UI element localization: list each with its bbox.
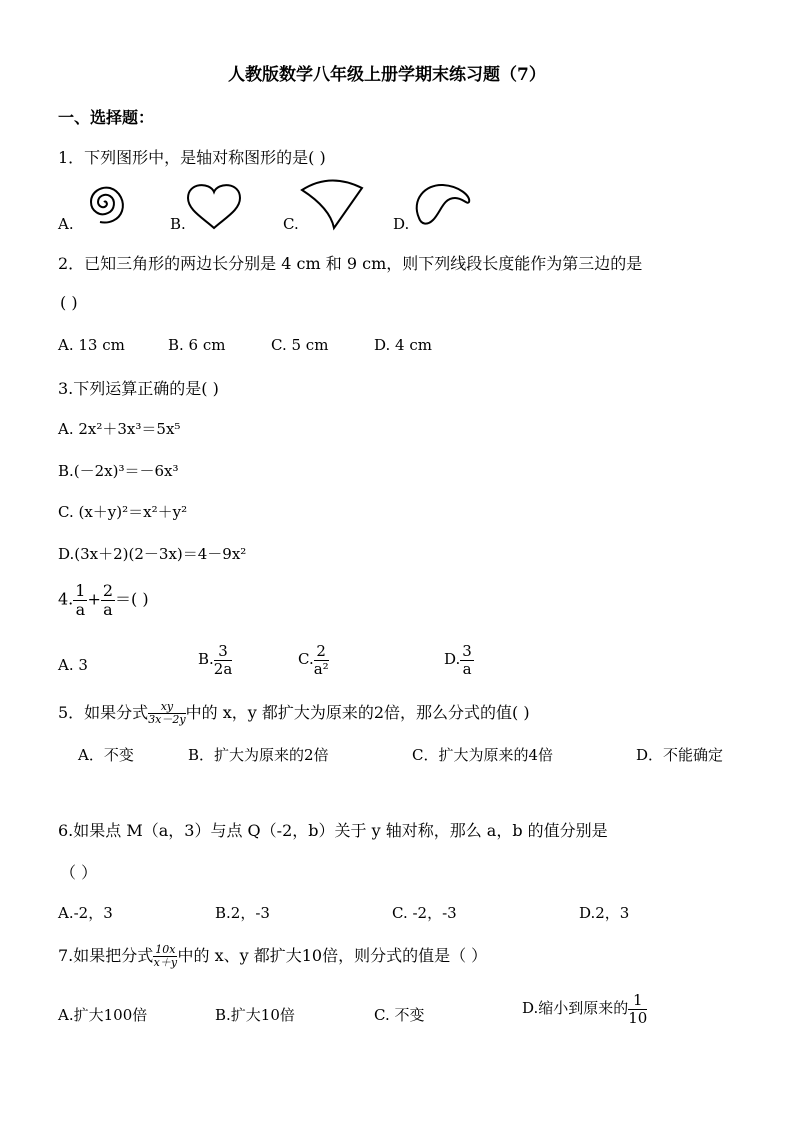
question-2-option-c: C. 5 cm (271, 336, 329, 354)
question-1-option-a: A. (58, 215, 74, 233)
question-5-option-b: B．扩大为原来的2倍 (188, 746, 329, 764)
question-4-fraction-2 (101, 582, 115, 618)
question-4-option-a: A. 3 (58, 656, 88, 674)
question-5-option-c: C．扩大为原来的4倍 (412, 746, 554, 764)
question-5-option-d: D．不能确定 (636, 746, 724, 764)
question-5-fraction (148, 701, 185, 726)
option-fraction (314, 643, 329, 677)
fraction-denominator: 2a (213, 659, 233, 678)
question-2-paren: ( ) (60, 293, 78, 312)
question-4-option-b (198, 643, 232, 677)
question-6-paren: （ ） (60, 863, 98, 882)
question-7-stem (58, 943, 487, 969)
fraction-numerator: 10x (155, 942, 176, 956)
question-5-post: 中的 x，y 都扩大为原来的2倍，那么分式的值( ) (185, 703, 530, 722)
fraction-denominator: a (103, 599, 113, 619)
page-title: 人教版数学八年级上册学期末练习题（7） (228, 65, 546, 85)
question-3-option-b: B.(－2x)³＝－6x³ (58, 462, 179, 480)
option-label: C. (298, 650, 314, 668)
question-5-pre: 5．如果分式 (58, 703, 149, 722)
fraction-denominator: a² (313, 659, 329, 678)
question-3-option-d: D.(3x＋2)(2－3x)＝4－9x² (58, 545, 247, 563)
question-7-option-b: B.扩大10倍 (215, 1006, 295, 1024)
question-6-option-b: B.2，-3 (215, 904, 270, 922)
fraction-numerator: xy (148, 701, 185, 714)
section-heading: 一、选择题： (58, 108, 155, 127)
fraction-denominator: 3x－2y (148, 713, 186, 726)
question-5-stem (58, 700, 530, 726)
fraction-numerator: 1 (75, 581, 86, 600)
fraction-denominator: x＋y (153, 956, 178, 969)
question-5-option-a: A．不变 (78, 746, 134, 764)
question-2-stem: 2．已知三角形的两边长分别是 4 cm 和 9 cm，则下列线段长度能作为第三边的是 (58, 254, 643, 273)
option-fraction (460, 643, 474, 677)
fraction-numerator: 2 (102, 581, 114, 600)
question-1-option-d: D. (393, 215, 410, 233)
fraction-numerator: 2 (314, 643, 329, 661)
option-label: D.缩小到原来的 (522, 999, 629, 1017)
question-2-option-a: A. 13 cm (58, 336, 125, 354)
question-1-stem: 1．下列图形中，是轴对称图形的是( ) (58, 148, 326, 167)
question-4-label: 4. (58, 589, 74, 609)
option-fraction (214, 643, 233, 677)
question-3-stem: 3.下列运算正确的是( ) (58, 379, 219, 398)
question-6-stem: 6.如果点 M（a，3）与点 Q（-2，b）关于 y 轴对称，那么 a，b 的值分别是 (58, 821, 608, 840)
question-7-option-d (522, 992, 647, 1026)
question-4-tail: ＝( ) (115, 589, 149, 609)
heart-icon (185, 180, 243, 230)
option-label: D. (444, 650, 461, 668)
fraction-numerator: 3 (462, 642, 472, 660)
wave-icon (413, 182, 473, 228)
fan-icon (300, 178, 364, 230)
fraction-denominator: 10 (628, 1008, 648, 1027)
question-6-option-c: C. -2，-3 (392, 904, 457, 922)
fraction-denominator: a (75, 599, 86, 619)
spiral-icon (80, 180, 126, 226)
question-4-option-c (298, 643, 329, 677)
fraction-numerator: 1 (628, 992, 647, 1010)
question-6-option-d: D.2，3 (579, 904, 630, 922)
question-7-fraction (153, 944, 177, 969)
question-4-expression (58, 582, 149, 618)
question-3-option-c: C. (x＋y)²＝x²＋y² (58, 503, 188, 521)
question-1-option-b: B. (170, 215, 186, 233)
fraction-denominator: a (462, 659, 472, 678)
fraction-numerator: 3 (214, 643, 233, 661)
question-4-option-d (444, 643, 474, 677)
question-7-pre: 7.如果把分式 (58, 946, 154, 965)
question-7-post: 中的 x、y 都扩大10倍，则分式的值是（ ） (177, 946, 488, 965)
question-6-option-a: A.-2，3 (58, 904, 113, 922)
plus-sign: + (87, 589, 101, 609)
question-2-option-d: D. 4 cm (374, 336, 432, 354)
question-2-option-b: B. 6 cm (168, 336, 226, 354)
option-fraction (628, 992, 647, 1026)
question-4-fraction-1 (73, 582, 87, 618)
option-label: B. (198, 650, 214, 668)
question-3-option-a: A. 2x²＋3x³＝5x⁵ (58, 420, 181, 438)
question-7-option-c: C. 不变 (374, 1006, 425, 1024)
question-7-option-a: A.扩大100倍 (58, 1006, 148, 1024)
question-1-option-c: C. (283, 215, 299, 233)
